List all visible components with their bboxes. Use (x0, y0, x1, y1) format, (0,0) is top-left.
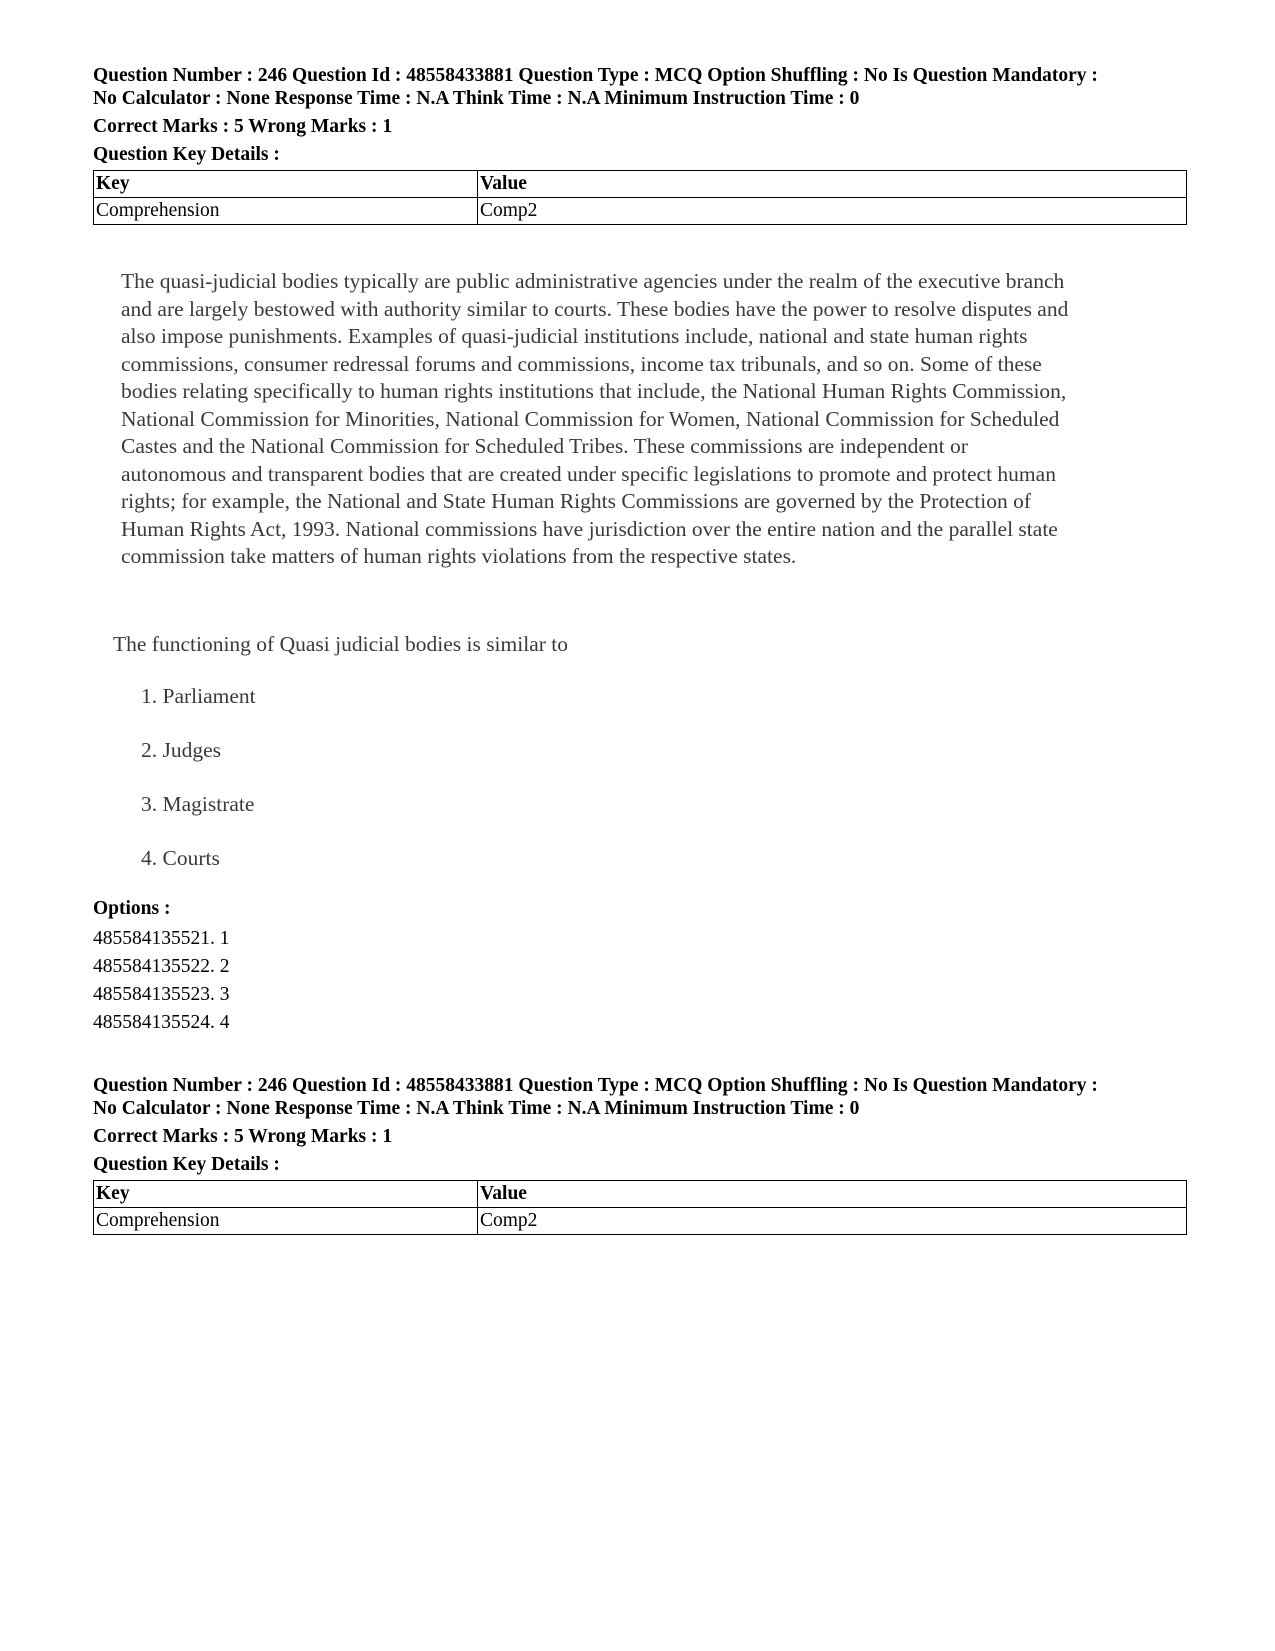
passage-line: commission take matters of human rights violations from the respective states. (121, 544, 797, 568)
option-item: 485584135524. 4 (93, 1012, 230, 1033)
header-value: Value (478, 171, 1187, 198)
question-meta-line-2: No Calculator : None Response Time : N.A Think Time : N.A Minimum Instruction Time : 0 (93, 1098, 860, 1119)
question-header-2 (93, 1074, 1187, 1235)
passage-line: also impose punishments. Examples of quasi-judicial institutions include, national and state human rights (121, 324, 1028, 348)
row-key: Comprehension (94, 1208, 478, 1235)
question-image (93, 258, 1187, 888)
row-value: Comp2 (478, 198, 1187, 225)
choice-item: 2. Judges (141, 738, 222, 762)
passage-line: autonomous and transparent bodies that are created under specific legislations to promote and protect human (121, 461, 1056, 486)
question-meta-line-1: Question Number : 246 Question Id : 48558433881 Question Type : MCQ Option Shuffling : No Is Question Mandatory : (93, 65, 1098, 86)
passage-line: commissions, consumer redressal forums and commissions, income tax tribunals, and so on. Some of these (121, 351, 1042, 376)
choice-item: 3. Magistrate (141, 792, 255, 816)
comprehension-passage (121, 268, 1181, 571)
passage-line: The quasi-judicial bodies typically are public administrative agencies under the realm of the executive branch (121, 269, 1065, 293)
marks-line: Correct Marks : 5 Wrong Marks : 1 (93, 1126, 393, 1147)
table-header-row (94, 1181, 1187, 1208)
table-row (94, 1208, 1187, 1235)
question-meta (93, 64, 1187, 110)
option-item: 485584135523. 3 (93, 984, 230, 1005)
passage-line: and are largely bestowed with authority similar to courts. These bodies have the power to resolve disputes and (121, 296, 1069, 321)
row-key: Comprehension (94, 198, 478, 225)
key-details-table (93, 170, 1187, 225)
marks-line: Correct Marks : 5 Wrong Marks : 1 (93, 116, 393, 137)
key-details-label: Question Key Details : (93, 1154, 280, 1175)
table-row (94, 198, 1187, 225)
passage-line: rights; for example, the National and State Human Rights Commissions are governed by the Protection of (121, 489, 1031, 513)
question-header-1 (93, 64, 1187, 225)
choice-item: 1. Parliament (141, 684, 256, 708)
passage-line: bodies relating specifically to human rights institutions that include, the National Human Rights Commission, (121, 379, 1067, 403)
passage-line: Human Rights Act, 1993. National commissions have jurisdiction over the entire nation and the parallel state (121, 516, 1058, 541)
question-meta (93, 1074, 1187, 1120)
choice-item: 4. Courts (141, 846, 220, 870)
passage-line: National Commission for Minorities, National Commission for Women, National Commission for Scheduled (121, 406, 1060, 431)
choice-list (141, 684, 256, 900)
options-section (93, 897, 230, 1037)
options-label: Options : (93, 898, 171, 919)
key-details-table (93, 1180, 1187, 1235)
key-details-label: Question Key Details : (93, 144, 280, 165)
option-list (93, 925, 230, 1037)
passage-line: Castes and the National Commission for Scheduled Tribes. These commissions are independent or (121, 434, 968, 458)
option-item: 485584135522. 2 (93, 956, 230, 977)
option-item: 485584135521. 1 (93, 928, 230, 949)
question-text: The functioning of Quasi judicial bodies is similar to (113, 632, 569, 656)
question-meta-line-2: No Calculator : None Response Time : N.A Think Time : N.A Minimum Instruction Time : 0 (93, 88, 860, 109)
header-key: Key (94, 1181, 478, 1208)
header-key: Key (94, 171, 478, 198)
question-meta-line-1: Question Number : 246 Question Id : 48558433881 Question Type : MCQ Option Shuffling : No Is Question Mandatory : (93, 1075, 1098, 1096)
header-value: Value (478, 1181, 1187, 1208)
table-header-row (94, 171, 1187, 198)
row-value: Comp2 (478, 1208, 1187, 1235)
